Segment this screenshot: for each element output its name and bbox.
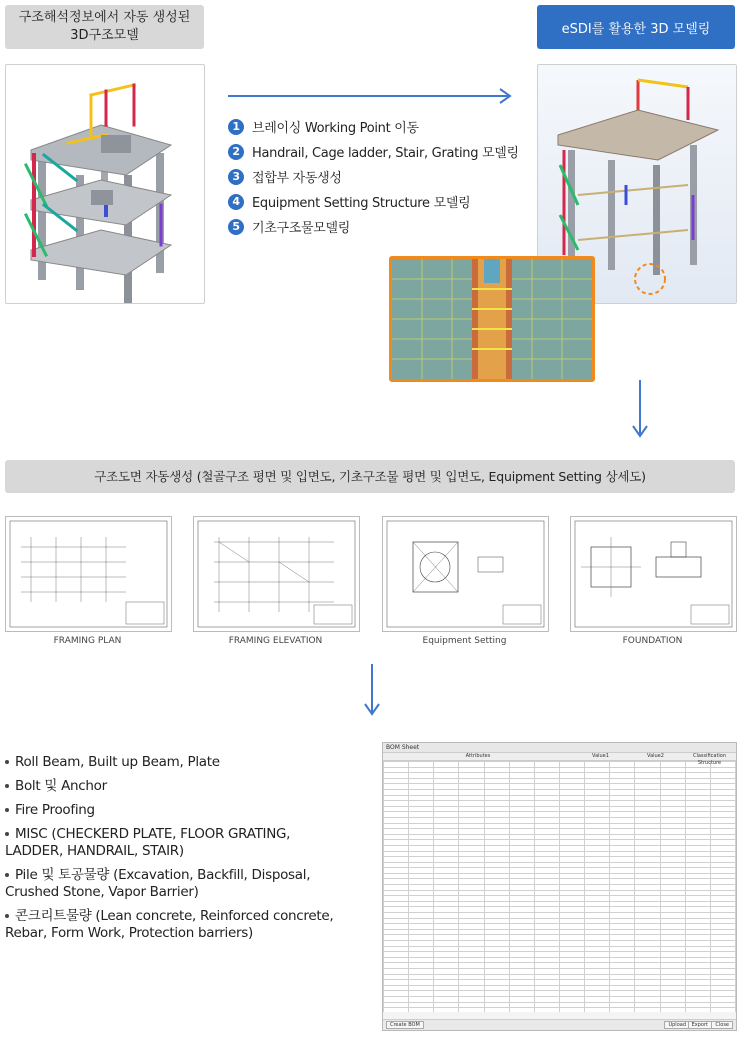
right-arrow-icon: [226, 86, 518, 106]
step-item: [228, 192, 528, 211]
step-number-badge: 4: [228, 194, 244, 210]
bullet-dot: [5, 760, 9, 764]
bom-table: [383, 761, 736, 1012]
drawing-caption: FRAMING PLAN: [53, 636, 122, 646]
drawing-caption: Equipment Setting: [422, 636, 507, 646]
table-cell: [459, 1008, 484, 1012]
table-cell: [660, 1008, 685, 1012]
step-item: [228, 117, 528, 136]
table-cell: [484, 1008, 509, 1012]
drawing-caption: FRAMING ELEVATION: [228, 636, 323, 646]
bom-sheet-window: [382, 742, 737, 1031]
step-number-badge: 1: [228, 119, 244, 135]
3d-structural-model-panel: [5, 64, 205, 304]
close-button[interactable]: Close: [711, 1021, 733, 1029]
bom-group-header: Value2: [647, 753, 664, 759]
table-cell: [685, 1008, 710, 1012]
modeling-steps-list: [228, 117, 528, 242]
framing-elevation-image: [194, 517, 359, 631]
create-bom-button[interactable]: Create BOM: [386, 1021, 424, 1029]
list-item: Roll Beam, Built up Beam, Plate: [5, 754, 340, 771]
bom-group-header: Attributes: [465, 753, 491, 759]
top-left-header: 구조해석정보에서 자동 생성된 3D구조모델: [5, 5, 204, 49]
equipment-setting-image: [383, 517, 548, 631]
drawings-header: 구조도면 자동생성 (철골구조 평면 및 입면도, 기초구조물 평면 및 입면도, Equipment Setting 상세도): [5, 460, 735, 493]
equipment-setting-drawing: [382, 516, 549, 632]
export-button[interactable]: Export: [688, 1021, 712, 1029]
table-cell: [559, 1008, 584, 1012]
table-cell: [434, 1008, 459, 1012]
bullet-dot: [5, 914, 9, 918]
list-item: Bolt 및 Anchor: [5, 778, 340, 795]
table-row: [384, 1008, 736, 1012]
drawing-caption: FOUNDATION: [622, 636, 683, 646]
framing-plan-image: [6, 517, 171, 631]
foundation-detail-inset: [389, 256, 595, 382]
table-cell: [585, 1008, 610, 1012]
table-cell: [635, 1008, 660, 1012]
list-item: 콘크리트물량 (Lean concrete, Reinforced concrete, Rebar, Form Work, Protection barriers): [5, 908, 334, 941]
foundation-detail-image: [392, 259, 592, 379]
bom-title: BOM Sheet: [386, 744, 420, 751]
top-right-header: eSDI를 활용한 3D 모델링: [537, 5, 735, 49]
step-item: [228, 167, 528, 186]
step-label: Equipment Setting Structure 모델링: [252, 196, 471, 211]
quantity-items-list: [5, 754, 340, 949]
bom-footer: [383, 1019, 736, 1030]
upload-button[interactable]: Upload: [664, 1021, 690, 1029]
bom-grid: [383, 761, 736, 1012]
table-cell: [534, 1008, 559, 1012]
bom-group-header: Value1: [592, 753, 609, 759]
step-label: Handrail, Cage ladder, Stair, Grating 모델링: [252, 146, 519, 161]
bullet-dot: [5, 832, 9, 836]
bullet-dot: [5, 808, 9, 812]
detail-highlight-circle: [635, 264, 665, 294]
down-arrow-icon: [362, 662, 382, 717]
step-number-badge: 3: [228, 169, 244, 185]
table-cell: [384, 1008, 409, 1012]
table-cell: [409, 1008, 434, 1012]
foundation-drawing: [570, 516, 737, 632]
framing-plan-drawing: [5, 516, 172, 632]
step-label: 브레이싱 Working Point 이동: [252, 121, 419, 136]
list-item: Pile 및 토공물량 (Excavation, Backfill, Disposal, Crushed Stone, Vapor Barrier): [5, 867, 311, 900]
down-arrow-icon: [630, 378, 650, 438]
list-item: Fire Proofing: [5, 802, 340, 819]
framing-elevation-drawing: [193, 516, 360, 632]
bullet-dot: [5, 784, 9, 788]
bom-group-header: Classification Structure: [692, 753, 727, 766]
step-number-badge: 2: [228, 144, 244, 160]
bullet-dot: [5, 873, 9, 877]
bom-title-bar: [383, 743, 736, 753]
table-cell: [710, 1008, 735, 1012]
step-label: 접합부 자동생성: [252, 171, 342, 186]
3d-structural-model-image: [6, 65, 204, 303]
bom-group-header-row: [383, 753, 736, 766]
step-item: [228, 217, 528, 236]
step-label: 기초구조물모델링: [252, 221, 351, 236]
step-item: [228, 142, 528, 161]
list-item: MISC (CHECKERD PLATE, FLOOR GRATING, LADDER, HANDRAIL, STAIR): [5, 826, 291, 859]
table-cell: [509, 1008, 534, 1012]
step-number-badge: 5: [228, 219, 244, 235]
foundation-image: [571, 517, 736, 631]
table-cell: [610, 1008, 635, 1012]
